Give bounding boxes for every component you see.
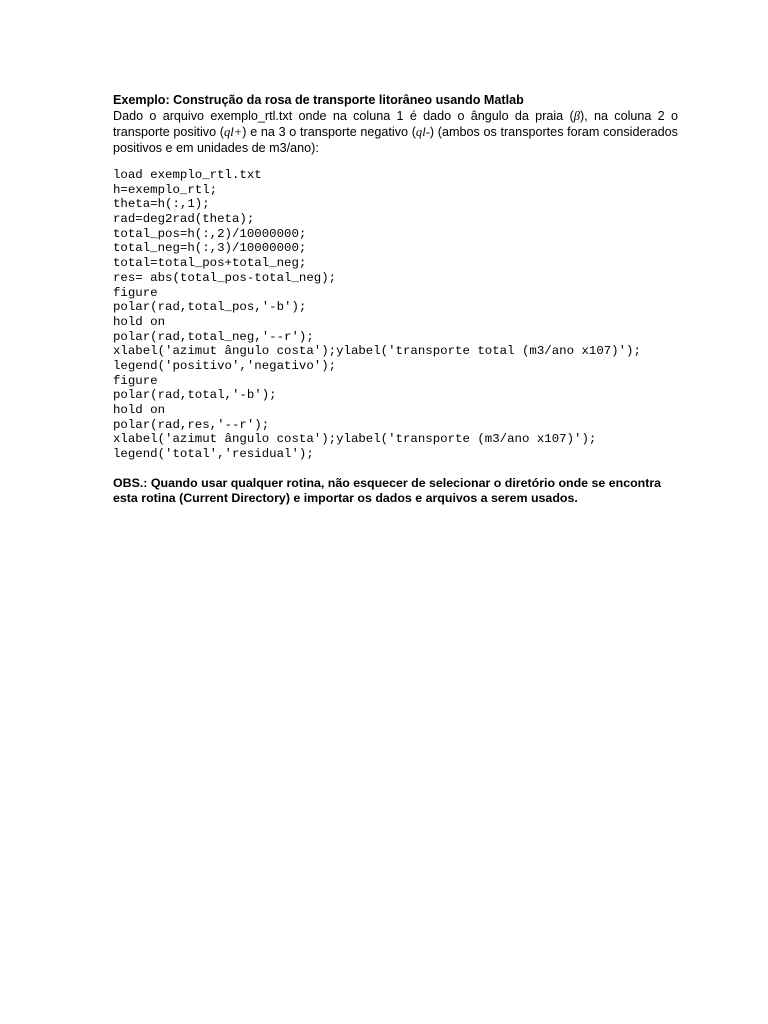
intro-text-1: Dado o arquivo exemplo_rtl.txt onde na coluna 1 é dado o ângulo da praia ( (113, 109, 574, 123)
code-line: hold on (113, 403, 166, 417)
code-line: h=exemplo_rtl; (113, 182, 218, 197)
code-line: polar(rad,total_pos,'-b'); (113, 300, 307, 315)
code-line: polar(rad,res,'--r'); (113, 417, 270, 432)
ql-negative-symbol: ql- (415, 125, 430, 139)
ql-positive-symbol: ql+ (224, 125, 243, 139)
code-line: rad=deg2rad(theta); (113, 212, 255, 227)
code-line: figure (113, 285, 158, 300)
matlab-code-block (113, 168, 678, 462)
code-line: total=total_pos+total_neg; (113, 256, 307, 271)
code-line: legend('total','residual'); (113, 447, 314, 462)
intro-text-2: ), na coluna 2 o transporte positivo ( (113, 109, 678, 139)
beta-symbol: β (573, 109, 580, 123)
code-line: load exemplo_rtl.txt (113, 168, 262, 182)
code-line: res= abs(total_pos-total_neg); (113, 270, 337, 285)
intro-text-3: ) e na 3 o transporte negativo ( (242, 125, 416, 139)
intro-text-4: ) (ambos os transportes foram considerados positivos e em unidades de m3/ano): (113, 125, 678, 155)
code-line: legend('positivo','negativo'); (113, 358, 337, 373)
code-line: xlabel('azimut ângulo costa');ylabel('transporte (m3/ano x107)'); (113, 432, 597, 447)
document-title: Exemplo: Construção da rosa de transporte litorâneo usando Matlab (113, 93, 524, 107)
code-line: polar(rad,total_neg,'--r'); (113, 329, 314, 344)
code-line: total_pos=h(:,2)/10000000; (113, 226, 307, 241)
code-line: xlabel('azimut ângulo costa');ylabel('transporte total (m3/ano x107)'); (113, 344, 641, 359)
code-line: theta=h(:,1); (113, 197, 210, 212)
document-page (113, 92, 678, 505)
code-line: total_neg=h(:,3)/10000000; (113, 241, 307, 256)
intro-paragraph (113, 108, 678, 156)
code-line: figure (113, 373, 158, 388)
code-line: polar(rad,total,'-b'); (113, 388, 277, 403)
obs-note: OBS.: Quando usar qualquer rotina, não esquecer de selecionar o diretório onde se encontra esta rotina (Current Directory) e importar os dados e arquivos a serem usados. (113, 475, 662, 505)
code-line: hold on (113, 314, 166, 329)
